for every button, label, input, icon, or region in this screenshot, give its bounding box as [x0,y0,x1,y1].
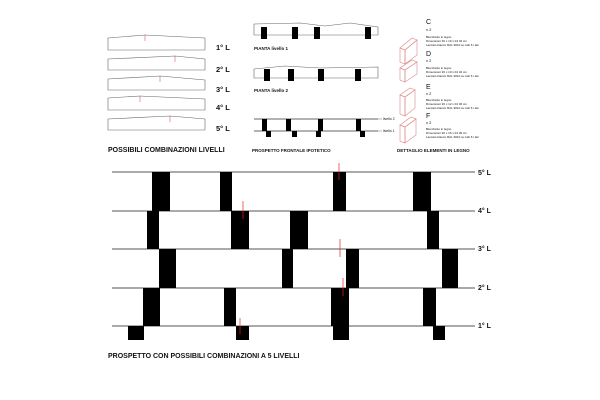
foot-4 [433,326,445,340]
detail-c-qty: x 2 [426,27,432,32]
detail-d-qty: x 2 [426,58,432,63]
plan1-block-3 [314,27,320,39]
level-combinations-panel [108,35,230,154]
block-l5-2 [220,172,232,211]
front-block-3 [318,119,323,131]
detail-item-e [400,84,479,116]
block-l3-3 [346,249,359,288]
combination-level-label-1: 1° L [216,43,230,52]
detail-d-line-3: Laccato bianco RAL 9010 su tutti 6 i lati [426,74,479,78]
elevation-level-label-1: 1° L [478,323,491,330]
block-l4-3 [290,211,308,249]
detail-e-qty: x 2 [426,91,432,96]
detail-item-d [400,51,479,82]
detail-c-letter: C [426,19,432,26]
block-l5-4 [413,172,431,211]
front-block-8 [360,131,365,137]
elevation-level-label-4: 4° L [478,208,491,215]
plan1-block-4 [365,27,371,39]
block-l4-1 [147,211,159,249]
block-l3-4 [442,249,458,288]
detail-d-line-2: Dimensioni 30 x 10 x 04 32 cm [426,70,468,74]
foot-3 [333,326,349,340]
block-l5-1 [152,172,170,211]
detail-e-line-3: Laccato bianco RAL 9010 su tutti 6 i lati [426,106,479,110]
foot-1 [128,326,144,340]
block-l2-4 [423,288,436,326]
wood-details-panel [397,19,479,153]
plan2-block-2 [288,69,294,81]
plan-level-1 [254,23,378,51]
combination-level-label-2: 2° L [216,65,230,74]
detail-f-line-2: Dimensioni 30 x 15 x 04 30 cm [426,131,468,135]
front-block-1 [262,119,267,131]
front-block-5 [266,131,271,137]
shelf-outline-2 [108,56,205,70]
shelf-outline-5 [108,116,205,130]
elevation-level-label-3: 3° L [478,246,491,253]
plan2-block-1 [264,69,270,81]
detail-c-line-3: Laccato bianco RAL 9010 su tutti 6 i lati [426,43,479,47]
detail-e-line-1: Blocchetto in legno [426,98,452,102]
foot-2 [236,326,249,340]
detail-f-letter: F [426,113,431,120]
plan-level-1-label: PIANTA livello 1 [254,46,289,51]
front-view-caption: PROSPETTO FRONTALE IPOTETICO [252,148,331,153]
combination-level-label-3: 3° L [216,85,230,94]
shelf-outline-4 [108,96,205,110]
block-l2-1 [143,288,160,326]
plan2-block-3 [318,69,324,81]
detail-item-c [400,19,479,64]
plan1-block-1 [261,27,267,39]
block-l4-4 [427,211,439,249]
five-level-elevation [108,163,492,360]
plan1-block-2 [292,27,298,39]
combination-level-label-5: 5° L [216,124,230,133]
plan-level-2 [254,66,378,93]
details-caption: DETTAGLIO ELEMENTI IN LEGNO [397,148,470,153]
plan-level-2-label: PIANTA livello 2 [254,88,289,93]
block-l2-2 [224,288,236,326]
detail-f-line-1: Blocchetto in legno [426,127,452,131]
shelf-outline-3 [108,76,205,90]
front-block-6 [292,131,297,137]
block-l5-3 [333,172,346,211]
detail-f-qty: x 2 [426,120,432,125]
front-block-7 [316,131,321,137]
detail-e-letter: E [426,84,431,91]
block-l3-2 [282,249,293,288]
front-view-tag-level-2: livello 2 [383,117,395,121]
elevation-level-label-5: 5° L [478,170,491,177]
block-l2-3 [331,288,349,326]
block-l3-1 [159,249,176,288]
detail-c-line-2: Dimensioni 30 x 10 x 04 32 cm [426,39,468,43]
front-view-tag-level-1: livello 1 [383,129,395,133]
elevation-level-label-2: 2° L [478,285,491,292]
shelf-outline-1 [108,35,205,50]
block-l4-2 [231,211,249,249]
detail-d-line-1: Blocchetto in legno [426,66,452,70]
front-view [252,117,395,153]
detail-item-f [400,113,479,143]
detail-d-letter: D [426,51,432,58]
combinations-caption: POSSIBILI COMBINAZIONI LIVELLI [108,147,225,154]
detail-f-line-3: Laccato bianco RAL 9010 su tutti 6 i lati [426,135,479,139]
detail-e-line-2: Dimensioni 30 x 12 x 04 30 cm [426,102,468,106]
front-block-4 [356,119,361,131]
detail-c-line-1: Blocchetto in legno [426,35,452,39]
front-block-2 [286,119,291,131]
plan2-block-4 [355,69,361,81]
elevation-caption: PROSPETTO CON POSSIBILI COMBINAZIONI A 5 LIVELLI [108,353,300,360]
combination-level-label-4: 4° L [216,103,230,112]
